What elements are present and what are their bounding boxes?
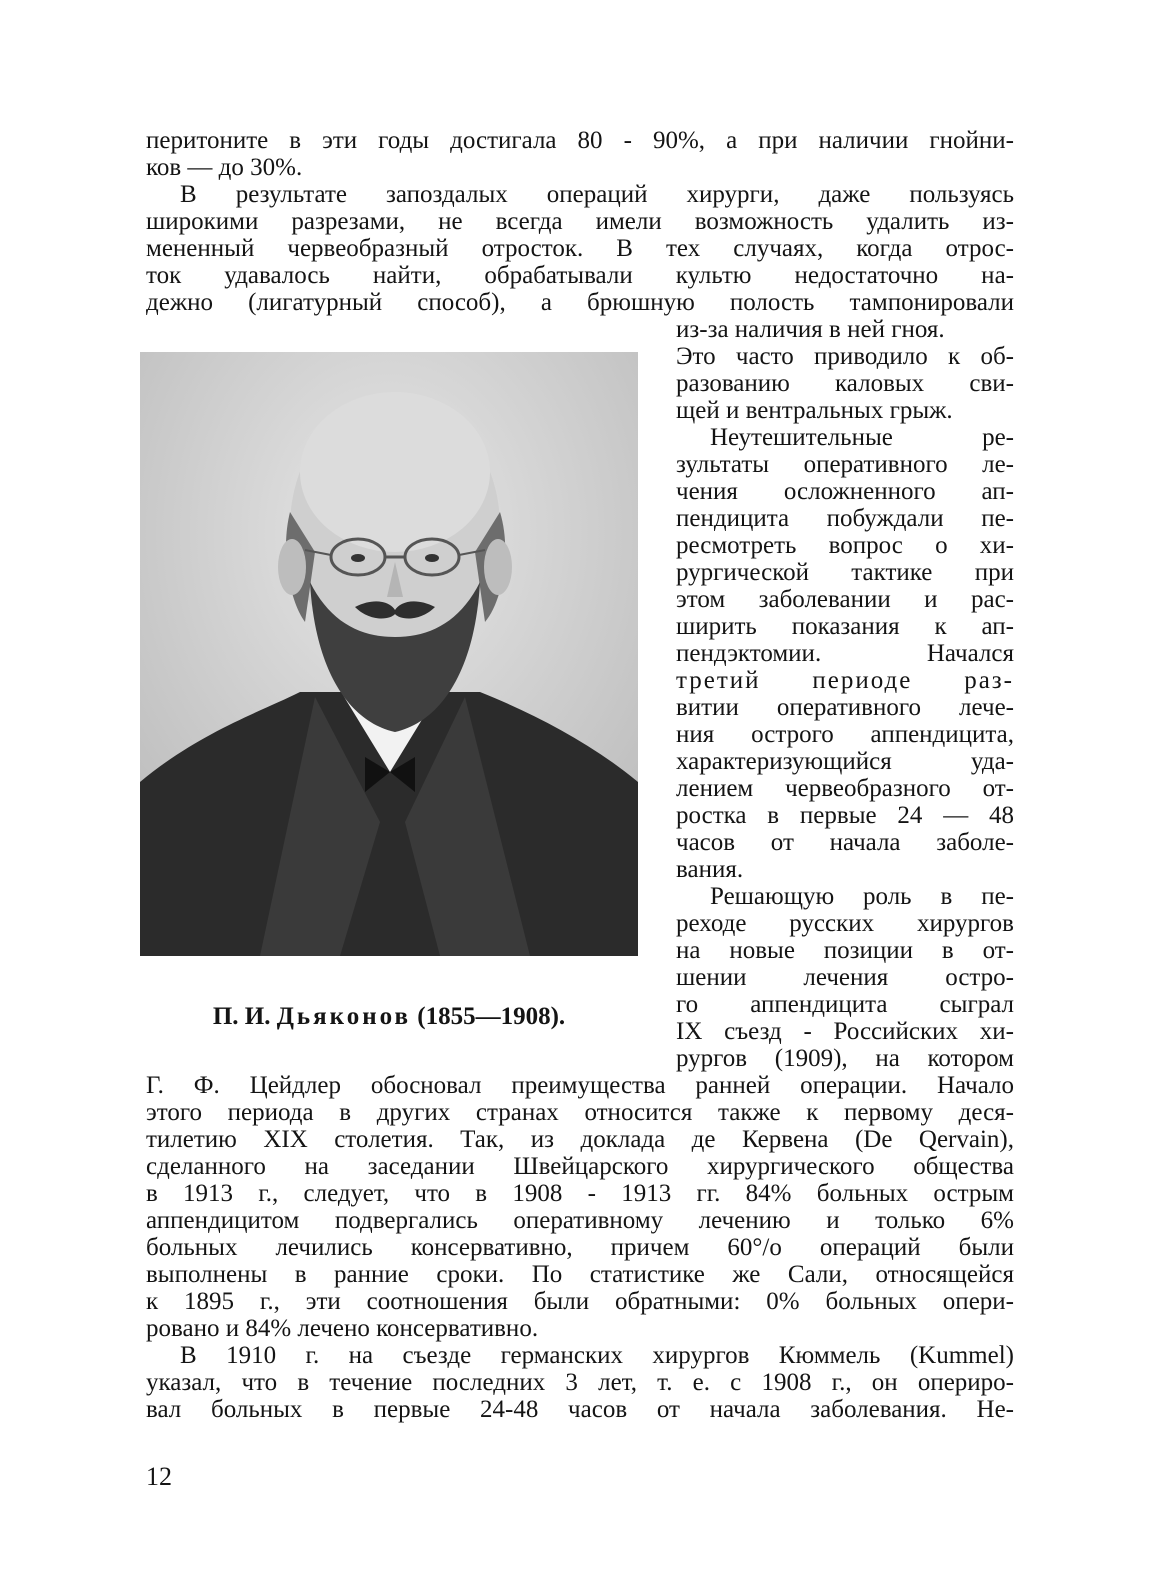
text-line: тилетию XIX столетия. Так, из доклада де Кервена (De Qervain), [146,1126,1014,1153]
text-line: характеризующийся уда- [676,748,1014,775]
text-line: реходе русских хирургов [676,910,1014,937]
text-line: Решающую роль в пе- [710,883,1014,910]
text-line: ния острого аппендицита, [676,721,1014,748]
text-line: го аппендицита сыграл [676,991,1014,1018]
text-line: ресмотреть вопрос о хи- [676,532,1014,559]
text-line: пендэктомии. Начался [676,640,1014,667]
text-line: В 1910 г. на съезде германских хирургов Кюммель (Kummel) [180,1342,1014,1369]
text-line: указал, что в течение последних 3 лет, т. е. с 1908 г., он опериро- [146,1369,1014,1396]
text-line: разованию каловых сви- [676,370,1014,397]
text-line: вал больных в первые 24-48 часов от начала заболевания. Не- [146,1396,1014,1423]
text-line: лением червеобразного от- [676,775,1014,802]
text-line: из-за наличия в ней гноя. [676,316,945,343]
text-line: часов от начала заболе- [676,829,1014,856]
text-line: этого периода в других странах относится также к первому деся- [146,1099,1014,1126]
text-line: Г. Ф. Цейдлер обосновал преимущества ранней операции. Начало [146,1072,1014,1099]
text-line: вания. [676,856,744,883]
portrait-photo [140,352,638,956]
photo-caption [140,1003,638,1030]
text-line: ток удавалось найти, обрабатывали культю недостаточно на- [146,262,1014,289]
text-line: мененный червеобразный отросток. В тех случаях, когда отрос- [146,235,1014,262]
text-line: ростка в первые 24 — 48 [676,802,1014,829]
text-line: дежно (лигатурный способ), а брюшную полость тампонировали [146,289,1014,316]
caption-initials: П. И. [212,1003,271,1030]
text-line: Это часто приводило к об- [676,343,1014,370]
text-line: пендицита побуждали пе- [676,505,1014,532]
caption-surname: Дьяконов [276,1003,412,1030]
text-line: к 1895 г., эти соотношения были обратными: 0% больных опери- [146,1288,1014,1315]
caption-years: (1855—1908). [417,1003,566,1030]
text-line: этом заболевании и рас- [676,586,1014,613]
text-line: больных лечились консервативно, причем 60°/о операций были [146,1234,1014,1261]
text-line: на новые позиции в от- [676,937,1014,964]
text-line: ков — до 30%. [146,154,303,181]
text-line: щей и вентральных грыж. [676,397,953,424]
text-line: IX съезд - Российских хи- [676,1018,1014,1045]
text-line: Неутешительные ре- [710,424,1014,451]
text-line: широкими разрезами, не всегда имели возможность удалить из- [146,208,1014,235]
text-line: рургической тактике при [676,559,1014,586]
text-line: В результате запоздалых операций хирурги, даже пользуясь [180,181,1014,208]
text-line: аппендицитом подвергались оперативному лечению и только 6% [146,1207,1014,1234]
text-line: ровано и 84% лечено консервативно. [146,1315,539,1342]
text-line: зультаты оперативного ле- [676,451,1014,478]
page-number: 12 [146,1462,172,1491]
text-line: третий периоде раз- [676,667,1014,694]
text-line: в 1913 г., следует, что в 1908 - 1913 гг. 84% больных острым [146,1180,1014,1207]
text-line: перитоните в эти годы достигала 80 - 90%, а при наличии гнойни- [146,127,1014,154]
text-line: рургов (1909), на котором [676,1045,1014,1072]
text-line: витии оперативного лече- [676,694,1014,721]
text-line: шении лечения остро- [676,964,1014,991]
text-line: сделанного на заседании Швейцарского хирургического общества [146,1153,1014,1180]
text-line: чения осложненного ап- [676,478,1014,505]
text-line: ширить показания к ап- [676,613,1014,640]
text-line: выполнены в ранние сроки. По статистике же Сали, относящейся [146,1261,1014,1288]
